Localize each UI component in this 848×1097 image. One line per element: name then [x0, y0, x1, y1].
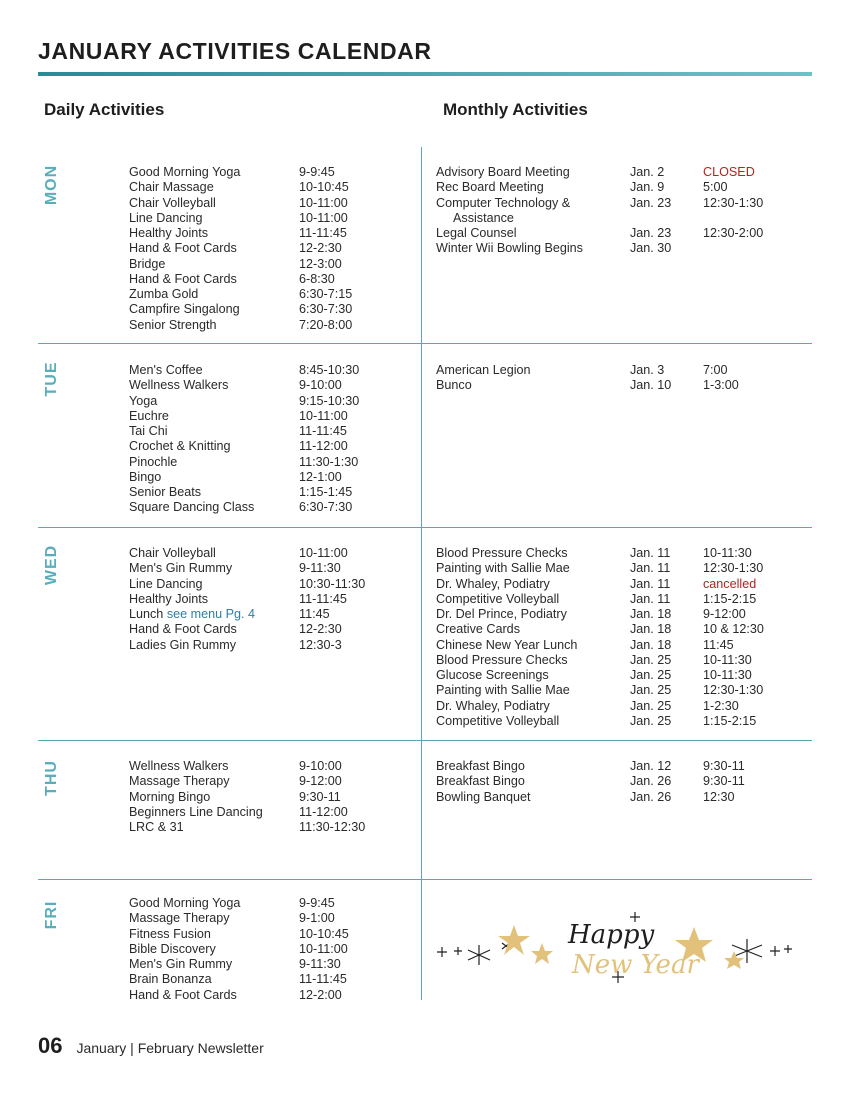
happy-text: Happy	[568, 920, 655, 950]
list-item	[129, 378, 409, 393]
activity-name-text: Hand & Foot Cards	[129, 271, 237, 286]
event-name: Bunco	[436, 378, 472, 393]
event-time: cancelled	[703, 576, 757, 591]
list-item	[436, 622, 813, 637]
event-name: Dr. Del Prince, Podiatry	[436, 607, 567, 621]
list-item	[436, 561, 813, 576]
activity-time: 11-12:00	[299, 439, 348, 454]
event-time: 9:30-11	[703, 774, 745, 789]
event-name: Dr. Whaley, Podiatry	[436, 576, 550, 591]
activity-name	[129, 942, 299, 957]
list-item	[129, 424, 409, 439]
list-item	[129, 272, 409, 287]
day-label-mon: MON	[43, 164, 60, 206]
list-item	[436, 653, 813, 668]
list-item	[129, 972, 409, 987]
activity-time: 6:30-7:15	[299, 287, 353, 301]
event-name: Painting with Sallie Mae	[436, 561, 570, 576]
list-item	[129, 241, 409, 256]
list-item	[129, 774, 409, 789]
event-date: Jan. 26	[630, 774, 672, 789]
list-item	[129, 790, 409, 805]
activity-time: 11-11:45	[299, 226, 347, 240]
activity-name-text: Chair Massage	[129, 180, 214, 195]
page-number: 06	[38, 1033, 63, 1058]
event-time: 10-11:30	[703, 546, 752, 560]
activity-name	[129, 470, 299, 485]
activity-name	[129, 805, 299, 820]
activity-time: 9-10:00	[299, 759, 342, 773]
activity-name-text: Chair Volleyball	[129, 546, 216, 560]
sparkle-icon	[468, 945, 490, 965]
list-item	[129, 561, 409, 576]
page-title: JANUARY ACTIVITIES CALENDAR	[38, 38, 432, 64]
list-item	[129, 607, 409, 622]
activity-name	[129, 241, 299, 256]
activity-name	[129, 272, 299, 287]
activity-name	[129, 226, 299, 241]
event-name: Assistance	[453, 210, 514, 225]
row-divider	[38, 879, 812, 880]
activity-time: 10-11:00	[299, 195, 348, 210]
activity-name	[129, 424, 299, 439]
sparkle-icon	[784, 945, 792, 953]
event-name: Breakfast Bingo	[436, 759, 525, 773]
activity-time: 10:30-11:30	[299, 576, 366, 591]
event-date: Jan. 23	[630, 226, 672, 240]
sparkle-icon	[437, 947, 447, 957]
event-time: 7:00	[703, 363, 728, 377]
activity-name-text: Square Dancing Class	[129, 500, 255, 515]
list-item	[129, 500, 409, 515]
event-time: 1-3:00	[703, 378, 739, 393]
event-date	[647, 211, 720, 226]
activity-name-text: Men's Gin Rummy	[129, 561, 233, 576]
sparkle-icon	[770, 946, 780, 956]
activity-time: 9-1:00	[299, 911, 335, 926]
event-name: Computer Technology &	[436, 195, 571, 210]
event-date: Jan. 25	[630, 652, 672, 667]
list-item	[129, 455, 409, 470]
day-label-fri: FRI	[43, 900, 60, 930]
list-item	[129, 394, 409, 409]
happy-new-year-graphic	[432, 905, 802, 995]
activity-name	[129, 287, 299, 302]
list-item	[129, 820, 409, 835]
activity-name	[129, 927, 299, 942]
activity-time: 9-9:45	[299, 896, 335, 910]
activity-time: 11:30-12:30	[299, 820, 366, 834]
activity-name-text: Wellness Walkers	[129, 759, 229, 773]
activity-name-text: Hand & Foot Cards	[129, 987, 237, 1002]
activity-name	[129, 577, 299, 592]
activity-name	[129, 896, 299, 911]
list-item	[436, 592, 813, 607]
activity-name	[129, 911, 299, 926]
activity-name	[129, 409, 299, 424]
activity-name	[129, 485, 299, 500]
activity-name	[129, 211, 299, 226]
list-item	[436, 638, 813, 653]
event-name: Competitive Volleyball	[436, 591, 560, 606]
activity-time: 11:45	[299, 607, 330, 621]
activity-time: 10-10:45	[299, 180, 349, 195]
list-item	[129, 927, 409, 942]
activity-name-text: Euchre	[129, 408, 169, 423]
list-item	[129, 226, 409, 241]
list-item	[129, 942, 409, 957]
list-item	[129, 287, 409, 302]
activity-name-text: Bible Discovery	[129, 941, 216, 956]
event-time: 10-11:30	[703, 652, 752, 667]
activity-name	[129, 318, 299, 333]
list-item	[436, 668, 813, 683]
activity-name-text: Tai Chi	[129, 424, 168, 438]
list-item	[436, 699, 813, 714]
activity-name-text: Morning Bingo	[129, 789, 211, 804]
activity-time: 9:30-11	[299, 789, 341, 804]
event-time	[720, 211, 830, 226]
list-item	[436, 774, 813, 789]
activity-name	[129, 957, 299, 972]
monthly-list-wed	[436, 546, 813, 729]
activity-name-text: Brain Bonanza	[129, 972, 212, 987]
list-item	[436, 607, 813, 622]
event-date: Jan. 11	[630, 561, 671, 576]
activity-name	[129, 363, 299, 378]
event-name: American Legion	[436, 363, 531, 377]
activity-name-text: Bridge	[129, 256, 166, 271]
list-item	[436, 546, 813, 561]
activity-name-text: Men's Gin Rummy	[129, 957, 233, 971]
event-date: Jan. 30	[630, 241, 672, 256]
activity-name-text: Massage Therapy	[129, 774, 230, 789]
list-item	[436, 196, 830, 211]
event-date: Jan. 2	[630, 165, 665, 179]
event-name: Painting with Sallie Mae	[436, 683, 570, 698]
activity-name-text: Senior Beats	[129, 485, 202, 499]
list-item	[129, 546, 409, 561]
list-item	[129, 957, 409, 972]
activity-name	[129, 774, 299, 789]
activity-name	[129, 638, 299, 653]
column-divider	[421, 147, 422, 1000]
event-date: Jan. 3	[630, 363, 665, 377]
activity-time: 10-10:45	[299, 926, 349, 941]
daily-activities-heading: Daily Activities	[44, 100, 165, 119]
list-item	[129, 638, 409, 653]
list-item	[436, 165, 830, 180]
row-divider	[38, 527, 812, 528]
event-name: Rec Board Meeting	[436, 180, 544, 195]
activity-name-text: Pinochle	[129, 454, 178, 469]
activity-time: 11:30-1:30	[299, 454, 359, 469]
activity-name	[129, 302, 299, 317]
activity-time: 12-2:30	[299, 622, 342, 637]
activity-time: 8:45-10:30	[299, 363, 360, 377]
event-date: Jan. 12	[630, 759, 672, 773]
event-time: 5:00	[703, 180, 728, 195]
activity-time: 9:15-10:30	[299, 393, 360, 408]
activity-name-text: Yoga	[129, 393, 158, 408]
event-date: Jan. 11	[630, 591, 671, 606]
event-time: 12:30-1:30	[703, 561, 764, 576]
event-name: Breakfast Bingo	[436, 774, 525, 789]
activity-name	[129, 500, 299, 515]
activity-name	[129, 820, 299, 835]
activity-time: 9-10:00	[299, 378, 342, 393]
event-time: 10 & 12:30	[703, 622, 764, 637]
event-name: Legal Counsel	[436, 226, 517, 240]
activity-name	[129, 561, 299, 576]
activity-name-text: Good Morning Yoga	[129, 165, 241, 179]
activity-name	[129, 790, 299, 805]
event-time: 1:15-2:15	[703, 591, 757, 606]
list-item	[436, 241, 830, 256]
activity-time: 9-11:30	[299, 957, 341, 971]
activity-name	[129, 759, 299, 774]
activity-name-text: Bingo	[129, 469, 162, 484]
list-item	[129, 211, 409, 226]
day-label-thu: THU	[43, 760, 60, 796]
activity-time: 12-1:00	[299, 469, 342, 484]
activity-name	[129, 592, 299, 607]
list-item	[129, 592, 409, 607]
event-date: Jan. 25	[630, 698, 672, 713]
monthly-activities-heading: Monthly Activities	[443, 100, 588, 119]
activity-name	[129, 165, 299, 180]
list-item	[129, 805, 409, 820]
event-date: Jan. 11	[630, 576, 671, 591]
activity-name-text: Hand & Foot Cards	[129, 241, 237, 256]
monthly-list-mon	[436, 165, 830, 257]
activity-name-text: LRC & 31	[129, 820, 184, 834]
event-name: Blood Pressure Checks	[436, 652, 568, 667]
event-time: CLOSED	[703, 165, 755, 179]
list-item	[129, 911, 409, 926]
list-item	[129, 318, 409, 333]
list-item	[129, 988, 409, 1003]
event-date: Jan. 18	[630, 622, 672, 637]
activity-time: 9-12:00	[299, 774, 342, 789]
activity-name-text: Chair Volleyball	[129, 195, 216, 210]
activity-time: 12-2:30	[299, 241, 342, 256]
activity-name	[129, 196, 299, 211]
daily-list-wed	[129, 546, 409, 653]
list-item	[129, 896, 409, 911]
activity-name-text: Men's Coffee	[129, 363, 203, 377]
activity-name	[129, 257, 299, 272]
activity-time: 6:30-7:30	[299, 500, 353, 515]
activity-time: 10-11:00	[299, 941, 348, 956]
day-label-tue: TUE	[43, 361, 60, 397]
event-time: 9:30-11	[703, 759, 745, 773]
activity-time: 10-11:00	[299, 210, 348, 225]
event-time: 12:30-1:30	[703, 195, 764, 210]
event-name: Dr. Whaley, Podiatry	[436, 698, 550, 713]
event-time: 12:30	[703, 789, 735, 804]
activity-time: 10-11:00	[299, 408, 348, 423]
event-time: 9-12:00	[703, 607, 746, 621]
activity-name-text: Line Dancing	[129, 210, 203, 225]
activity-time: 6-8:30	[299, 271, 335, 286]
day-label-wed: WED	[43, 544, 60, 586]
activity-name	[129, 378, 299, 393]
activity-time: 7:20-8:00	[299, 317, 353, 332]
activity-name	[129, 607, 299, 622]
activity-name-text: Campfire Singalong	[129, 302, 240, 317]
list-item	[436, 714, 813, 729]
event-name: Winter Wii Bowling Begins	[436, 241, 583, 256]
event-date: Jan. 9	[630, 180, 665, 195]
activity-name-text: Beginners Line Dancing	[129, 804, 263, 819]
activity-time: 9-9:45	[299, 165, 335, 179]
activity-name	[129, 988, 299, 1003]
daily-list-mon	[129, 165, 409, 333]
title-divider	[38, 72, 812, 76]
daily-list-tue	[129, 363, 409, 516]
list-item	[436, 226, 830, 241]
list-item	[129, 165, 409, 180]
list-item	[129, 302, 409, 317]
row-divider	[38, 343, 812, 344]
menu-link[interactable]: see menu Pg. 4	[166, 607, 256, 621]
activity-name-text: Fitness Fusion	[129, 926, 211, 941]
daily-list-fri	[129, 896, 409, 1003]
list-item	[129, 470, 409, 485]
activity-time: 11-11:45	[299, 972, 347, 987]
list-item	[436, 683, 813, 698]
activity-name	[129, 394, 299, 409]
activity-name-text: Zumba Gold	[129, 287, 199, 301]
activity-time: 12:30-3	[299, 637, 342, 652]
list-item	[129, 196, 409, 211]
activity-name	[129, 455, 299, 470]
list-item	[129, 577, 409, 592]
event-time: 11:45	[703, 637, 734, 652]
activity-name-text: Good Morning Yoga	[129, 896, 241, 910]
list-item	[436, 180, 830, 195]
list-item	[129, 622, 409, 637]
activity-time: 12-2:00	[299, 987, 342, 1002]
activity-name-text: Crochet & Knitting	[129, 439, 231, 454]
activity-name-text: Ladies Gin Rummy	[129, 637, 237, 652]
event-date: Jan. 10	[630, 378, 672, 393]
activity-name-text: Line Dancing	[129, 576, 203, 591]
event-time: 12:30-2:00	[703, 226, 764, 240]
sparkle-icon	[454, 947, 462, 955]
event-date: Jan. 25	[630, 683, 672, 698]
activity-time: 10-11:00	[299, 546, 348, 560]
event-date: Jan. 18	[630, 607, 672, 621]
event-name: Glucose Screenings	[436, 668, 549, 682]
monthly-list-thu	[436, 759, 813, 805]
new-year-text: New Year	[572, 950, 699, 980]
activity-time: 6:30-7:30	[299, 302, 353, 317]
list-item	[436, 378, 813, 393]
activity-name	[129, 972, 299, 987]
event-date: Jan. 18	[630, 637, 672, 652]
list-item	[129, 363, 409, 378]
list-item	[436, 577, 813, 592]
event-name: Creative Cards	[436, 622, 520, 637]
activity-time: 11-12:00	[299, 804, 348, 819]
list-item	[436, 790, 813, 805]
event-date: Jan. 11	[630, 546, 671, 560]
list-item	[129, 180, 409, 195]
row-divider	[38, 740, 812, 741]
activity-time: 12-3:00	[299, 256, 342, 271]
activity-time: 9-11:30	[299, 561, 341, 576]
list-item	[129, 257, 409, 272]
event-name: Competitive Volleyball	[436, 713, 560, 728]
daily-list-thu	[129, 759, 409, 835]
event-time: 1:15-2:15	[703, 713, 757, 728]
activity-name-text: Healthy Joints	[129, 226, 209, 240]
activity-name	[129, 180, 299, 195]
event-date: Jan. 25	[630, 668, 672, 682]
list-item	[436, 759, 813, 774]
activity-name-text: Wellness Walkers	[129, 378, 229, 393]
gold-star-icon	[498, 925, 530, 955]
event-time: 1-2:30	[703, 698, 739, 713]
activity-name	[129, 546, 299, 561]
list-item	[129, 409, 409, 424]
event-name: Advisory Board Meeting	[436, 165, 570, 179]
activity-time: 11-11:45	[299, 424, 347, 438]
event-name: Chinese New Year Lunch	[436, 637, 578, 652]
event-date: Jan. 23	[630, 195, 672, 210]
footer	[38, 1033, 264, 1059]
monthly-list-tue	[436, 363, 813, 394]
activity-name-text: Massage Therapy	[129, 911, 230, 926]
activity-name-text: Hand & Foot Cards	[129, 622, 237, 637]
event-time	[703, 241, 813, 256]
list-item	[129, 759, 409, 774]
activity-name-text: Senior Strength	[129, 317, 217, 332]
event-name: Blood Pressure Checks	[436, 546, 568, 560]
activity-name-text: Lunch	[129, 607, 164, 621]
event-time: 10-11:30	[703, 668, 752, 682]
activity-name	[129, 622, 299, 637]
activity-time: 1:15-1:45	[299, 485, 353, 499]
activity-name-text: Healthy Joints	[129, 591, 209, 606]
event-date: Jan. 25	[630, 713, 672, 728]
list-item	[436, 363, 813, 378]
activity-time: 11-11:45	[299, 591, 347, 606]
event-date: Jan. 26	[630, 789, 672, 804]
activity-name	[129, 439, 299, 454]
event-name: Bowling Banquet	[436, 789, 531, 804]
gold-star-icon	[531, 943, 553, 964]
footer-text: January | February Newsletter	[76, 1040, 264, 1056]
list-item	[129, 485, 409, 500]
list-item	[129, 439, 409, 454]
list-item	[436, 211, 830, 226]
event-time: 12:30-1:30	[703, 683, 764, 698]
